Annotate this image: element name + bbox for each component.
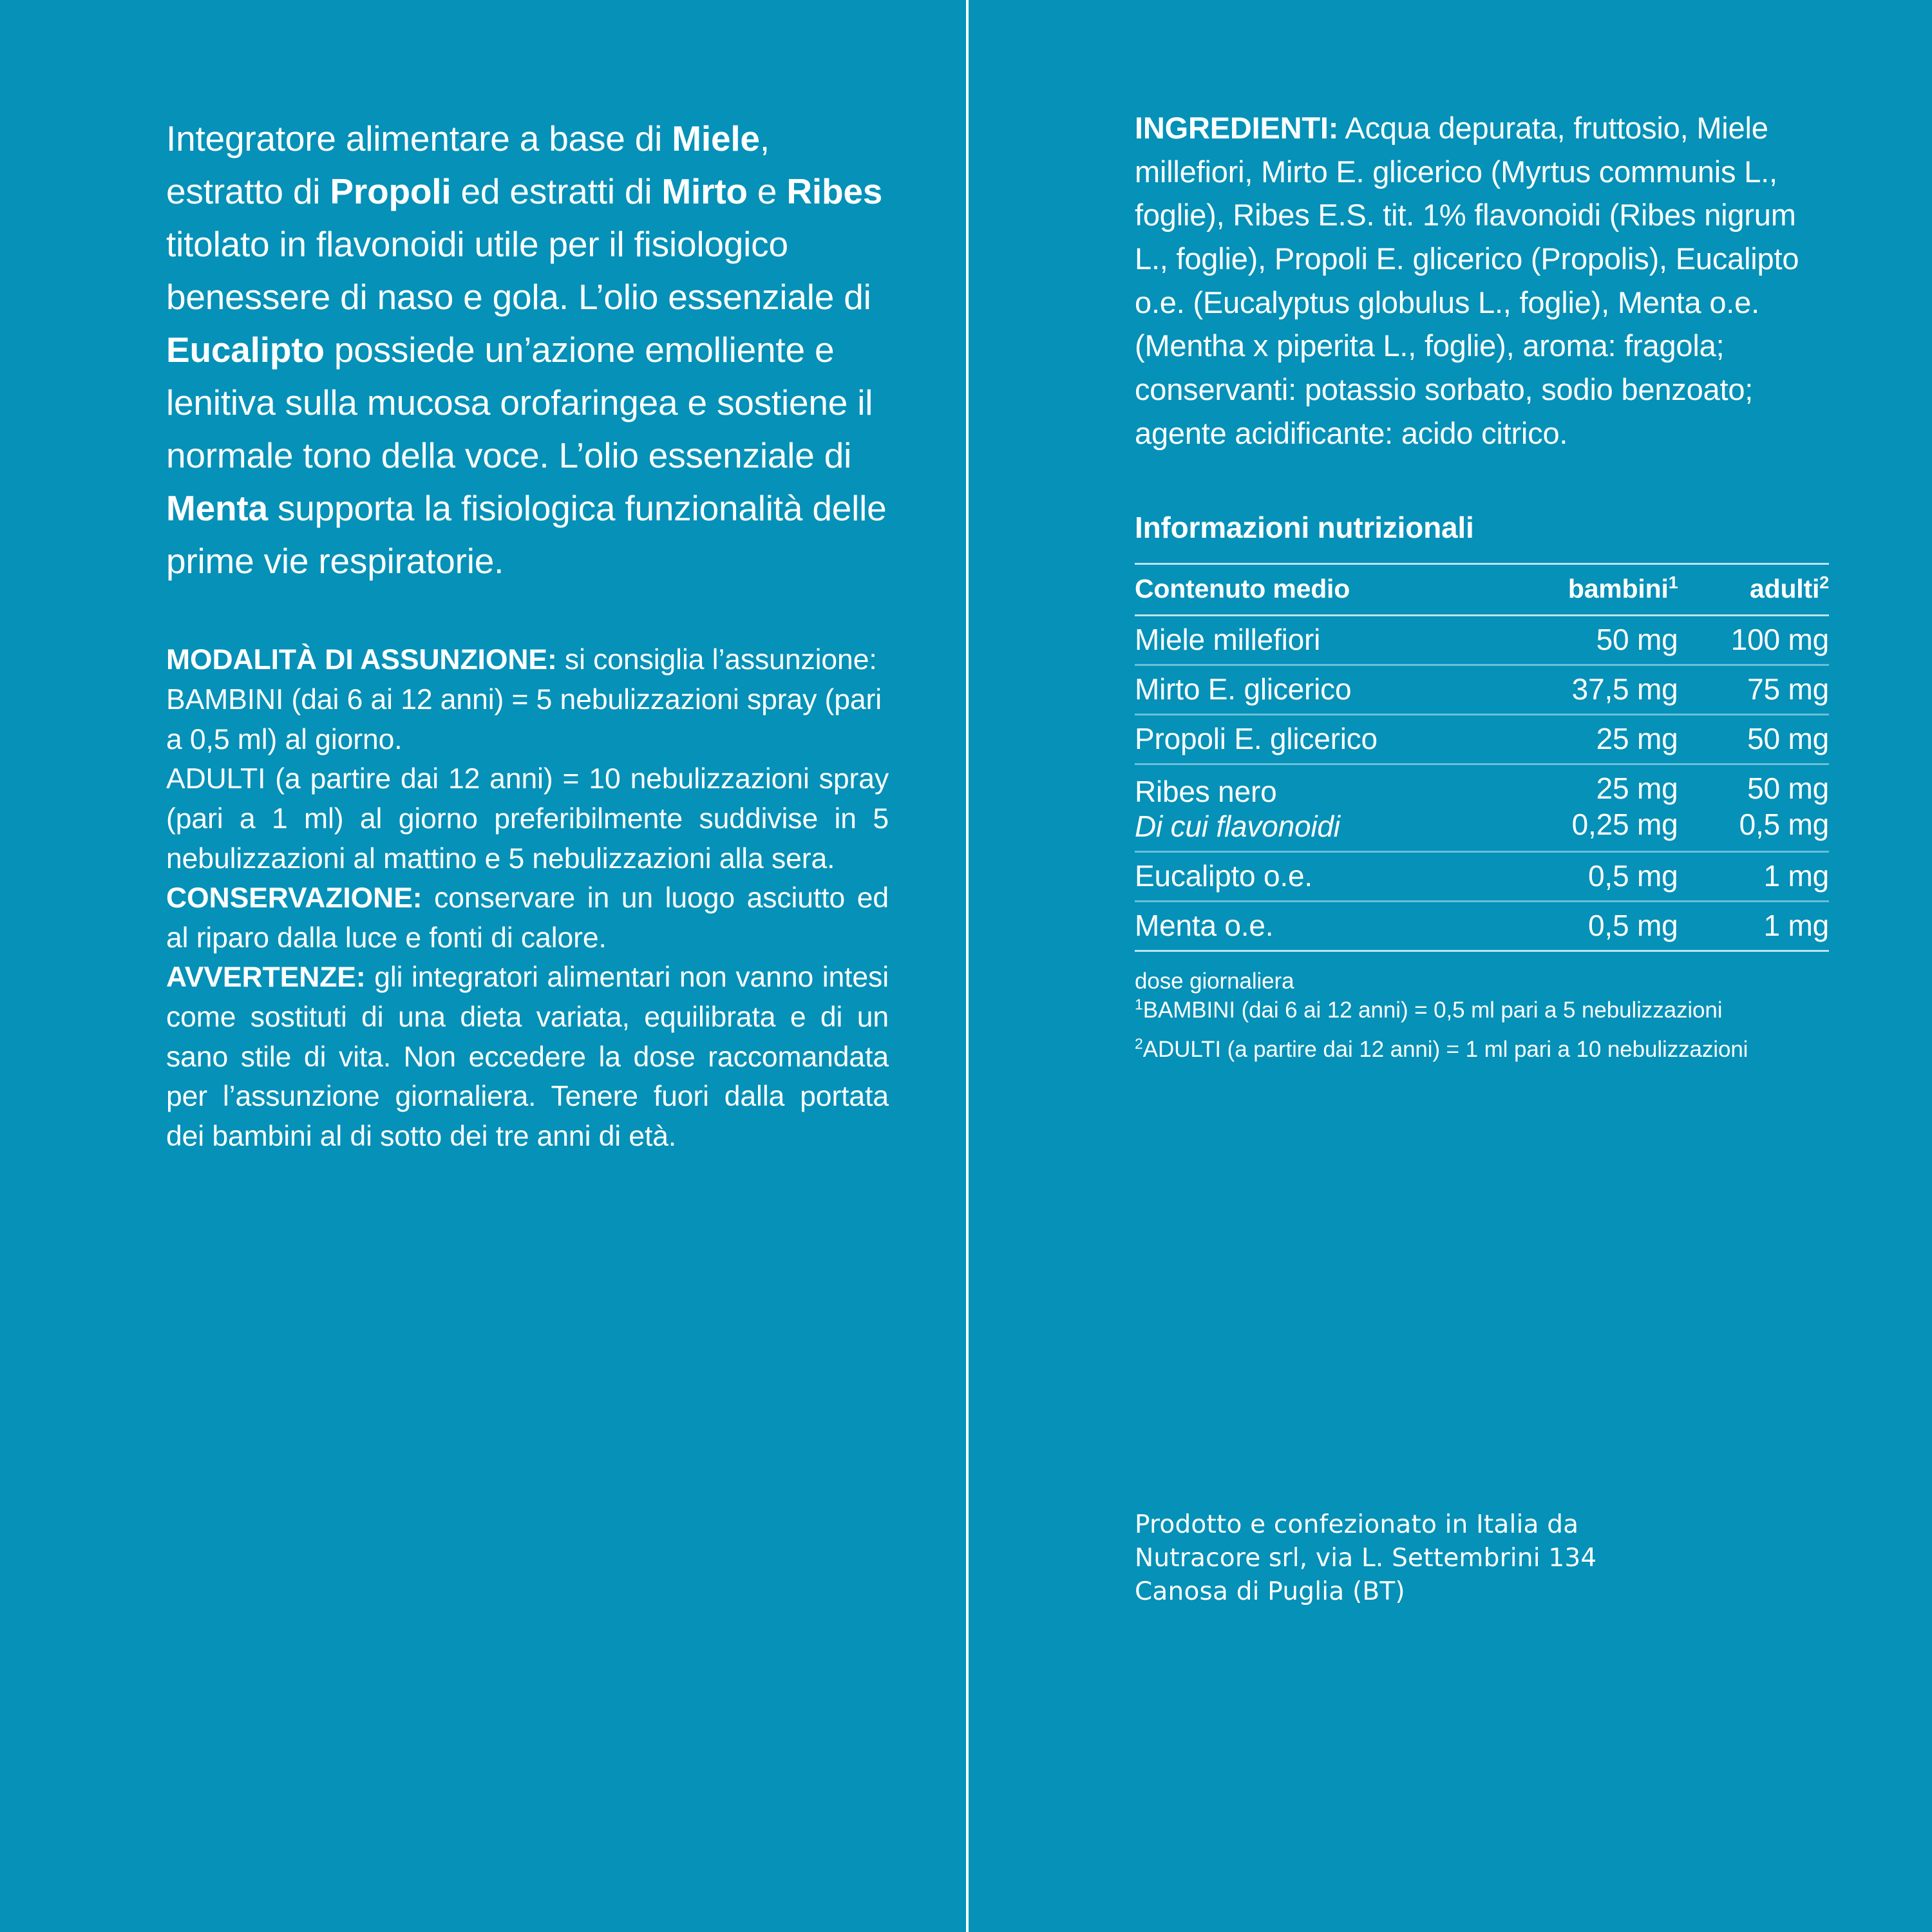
ingredients-paragraph	[1135, 106, 1829, 455]
row-children-value-group	[1509, 764, 1678, 852]
header-adulti	[1678, 564, 1829, 616]
conservazione-paragraph	[166, 878, 889, 958]
product-intro-paragraph	[166, 113, 889, 587]
nutrition-footnotes	[1135, 967, 1829, 1064]
header-adulti-label: adulti	[1750, 574, 1820, 604]
header-bambini-footnote-marker: 1	[1668, 573, 1678, 592]
row-adults-value: 50 mg	[1678, 715, 1829, 764]
conservazione-heading: CONSERVAZIONE:	[166, 882, 422, 914]
modalita-heading: MODALITÀ DI ASSUNZIONE:	[166, 644, 557, 676]
header-adulti-footnote-marker: 2	[1819, 573, 1829, 592]
right-column	[966, 0, 1932, 1065]
footnote-2	[1135, 1036, 1829, 1065]
row-subname-di-cui-flavonoidi: Di cui flavonoidi	[1135, 810, 1340, 844]
avvertenze-body: gli integratori alimentari non vanno intesi come sostituti di una dieta variata, equilibrata e di un sano stile di vita. Non eccedere la dose raccomandata per l’assunzione giornaliera. Tenere fuori dalla portata dei bambini al di sotto dei tre anni di età.	[166, 961, 889, 1152]
footnote-2-text: ADULTI (a partire dai 12 anni) = 1 ml pari a 10 nebulizzazioni	[1142, 1036, 1748, 1062]
row-children-value: 25 mg	[1509, 715, 1678, 764]
manufacturer-line-1: Prodotto e confezionato in Italia da	[1135, 1510, 1579, 1539]
row-adults-value: 100 mg	[1678, 616, 1829, 665]
row-adults-subvalue: 0,5 mg	[1739, 808, 1829, 842]
intro-seg-6: e	[747, 171, 787, 211]
footnote-1	[1135, 996, 1829, 1025]
table-row-ribes	[1135, 764, 1829, 852]
modalita-body-1: si consiglia l’assunzione: BAMBINI (dai 6 ai 12 anni) = 5 nebulizzazioni spray (pari a 0,5 ml) al giorno.	[166, 644, 882, 755]
table-row	[1135, 616, 1829, 665]
row-name: Mirto E. glicerico	[1135, 665, 1509, 715]
row-adults-value: 1 mg	[1678, 852, 1829, 902]
row-children-value: 25 mg	[1596, 772, 1678, 806]
footnote-2-marker: 2	[1135, 1035, 1143, 1052]
row-name: Miele millefiori	[1135, 616, 1509, 665]
row-children-value: 37,5 mg	[1509, 665, 1678, 715]
intro-bold-propoli: Propoli	[330, 171, 451, 211]
header-bambini-label: bambini	[1567, 574, 1669, 604]
row-name: Propoli E. glicerico	[1135, 715, 1509, 764]
ingredients-heading: INGREDIENTI:	[1135, 111, 1339, 145]
row-adults-value: 1 mg	[1678, 902, 1829, 951]
table-row	[1135, 715, 1829, 764]
row-children-value: 50 mg	[1509, 616, 1678, 665]
intro-bold-menta: Menta	[166, 488, 268, 528]
row-name: Ribes nero	[1135, 775, 1277, 809]
footnote-intro: dose giornaliera	[1135, 969, 1294, 994]
modalita-paragraph-2: ADULTI (a partire dai 12 anni) = 10 nebulizzazioni spray (pari a 1 ml) al giorno preferibilmente suddivise in 5 nebulizzazioni al mattino e 5 nebulizzazioni alla sera.	[166, 763, 889, 875]
intro-bold-eucalipto: Eucalipto	[166, 329, 325, 370]
row-children-value: 0,5 mg	[1509, 852, 1678, 902]
row-name-group	[1135, 764, 1509, 852]
intro-seg-10: possiede un’azione emolliente e lenitiva sulla mucosa orofaringea e sostiene il normale tono della voce. L’olio essenziale di	[166, 329, 873, 475]
row-name: Menta o.e.	[1135, 902, 1509, 951]
row-name: Eucalipto o.e.	[1135, 852, 1509, 902]
nutrition-table-body	[1135, 616, 1829, 951]
nutrition-table-title: Informazioni nutrizionali	[1135, 511, 1474, 545]
manufacturer-line-3: Canosa di Puglia (BT)	[1135, 1577, 1405, 1606]
footnote-1-marker: 1	[1135, 996, 1143, 1013]
intro-bold-mirto: Mirto	[661, 171, 748, 211]
table-row	[1135, 665, 1829, 715]
table-row	[1135, 902, 1829, 951]
row-children-subvalue: 0,25 mg	[1571, 808, 1678, 842]
intro-seg-0: Integratore alimentare a base di	[166, 118, 672, 158]
manufacturer-line-2: Nutracore srl, via L. Settembrini 134	[1135, 1543, 1597, 1573]
nutrition-table-head	[1135, 564, 1829, 616]
avvertenze-paragraph	[166, 958, 889, 1156]
header-contenuto-medio: Contenuto medio	[1135, 564, 1509, 616]
table-row	[1135, 852, 1829, 902]
intro-bold-miele: Miele	[672, 118, 760, 158]
avvertenze-heading: AVVERTENZE:	[166, 961, 366, 994]
intro-seg-2: , estratto di	[166, 118, 770, 211]
footnote-1-text: BAMBINI (dai 6 ai 12 anni) = 0,5 ml pari a 5 nebulizzazioni	[1142, 998, 1723, 1023]
row-adults-value-group	[1678, 764, 1829, 852]
table-header-row	[1135, 564, 1829, 616]
intro-seg-12: supporta la fisiologica funzionalità delle prime vie respiratorie.	[166, 488, 887, 581]
left-column	[0, 0, 966, 1157]
manufacturer-block	[1135, 1508, 1811, 1609]
intro-seg-8: titolato in flavonoidi utile per il fisiologico benessere di naso e gola. L’olio essenziale di	[166, 223, 871, 317]
header-bambini	[1509, 564, 1678, 616]
row-children-value: 0,5 mg	[1509, 902, 1678, 951]
row-adults-value: 50 mg	[1747, 772, 1829, 806]
conservazione-body: conservare in un luogo asciutto ed al riparo dalla luce e fonti di calore.	[166, 882, 889, 954]
intro-bold-ribes: Ribes	[786, 171, 883, 211]
intro-seg-4: ed estratti di	[451, 171, 662, 211]
ingredients-body: Acqua depurata, fruttosio, Miele millefiori, Mirto E. glicerico (Myrtus communis L., foglie), Ribes E.S. tit. 1% flavonoidi (Ribes nigrum L., foglie), Propoli E. glicerico (Propolis), Eucalipto o.e. (Eucalyptus globulus L., foglie), Menta o.e. (Mentha x piperita L., foglie), aroma: fragola; conservanti: potassio sorbato, sodio benzoato; agente acidificante: acido citrico.	[1135, 111, 1799, 450]
nutrition-table	[1135, 563, 1829, 952]
row-adults-value: 75 mg	[1678, 665, 1829, 715]
modalita-paragraph-1	[166, 640, 889, 759]
